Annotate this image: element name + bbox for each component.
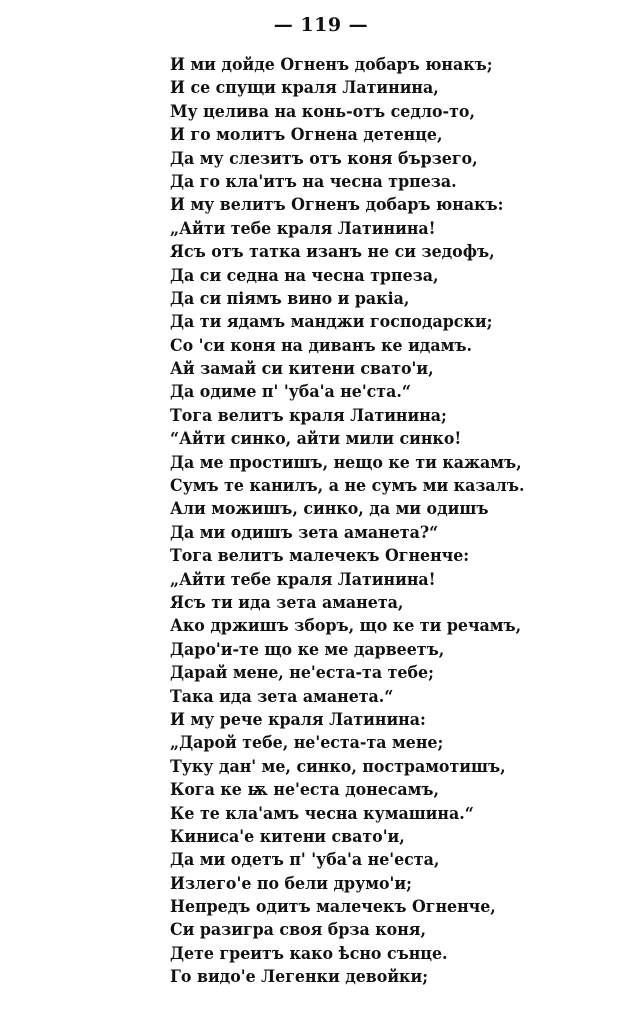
poem-line: Кога ке ѭ не'еста донесамъ, [170,780,440,801]
poem-line: Го видо'е Легенки девойки; [170,967,429,988]
poem-line: Дарай мене, не'еста-та тебе; [170,663,434,684]
poem-line: Да го кла'итъ на чесна трпеза. [170,171,457,192]
poem-line: Туку дан' ме, синко, пострамотишъ, [170,756,506,777]
poem-line: Ако држишъ зборъ, що ке ти речамъ, [170,616,522,637]
page-number-header: — 119 — [273,14,369,36]
poem-line: Непредъ одитъ малечекъ Огненче, [170,897,496,918]
poem-line: Ясъ отъ татка изанъ не си зедофъ, [170,242,495,263]
poem-line: Да ми одишъ зета аманета?“ [170,522,439,543]
poem-line: Си разигра своя брза коня, [170,920,426,941]
poem-line: Со 'си коня на диванъ ке идамъ. [170,335,472,356]
poem-line: Киниса'е китени свато'и, [170,826,405,847]
poem-line: Да ми одетъ п' 'уба'а не'еста, [170,850,440,871]
poem-line: Али можишъ, синко, да ми одишъ [170,499,489,520]
poem-line: И се спущи краля Латинина, [170,78,439,99]
poem-line: Му целива на конь-отъ седло-то, [170,101,475,122]
poem-line: „Айти тебе краля Латинина! [170,218,436,239]
poem-line: И му рече краля Латинина: [170,709,426,730]
poem-line: „Дарой тебе, не'еста-та мене; [170,733,444,754]
poem-line: Така ида зета аманета.“ [170,686,394,707]
poem-line: Ке те кла'амъ чесна кумашина.“ [170,803,474,824]
poem-line: Да ти ядамъ манджи господарски; [170,312,493,333]
poem-line: И го молитъ Огнена детенце, [170,125,443,146]
poem-line: Ай замай си китени свато'и, [170,359,434,380]
poem-line: „Айти тебе краля Латинина! [170,569,436,590]
poem-line: Сумъ те канилъ, а не сумъ ми казалъ. [170,476,525,497]
poem-line: Дете греитъ како ѣсно сънце. [170,943,448,964]
poem-line: Да си седна на чесна трпеза, [170,265,439,286]
poem-line: Даро'и-те що ке ме дарвеетъ, [170,639,445,660]
poem-text [170,54,630,990]
poem-line: Да ме простишъ, нещо ке ти кажамъ, [170,452,522,473]
poem-line: Да си піямъ вино и ракіа, [170,288,410,309]
poem-line: И ми дойде Огненъ добаръ юнакъ; [170,55,493,75]
poem-line: Тога велитъ краля Латинина; [170,405,447,426]
poem-line: Излего'е по бели друмо'и; [170,873,412,894]
poem-line: Да му слезитъ отъ коня бързего, [170,148,478,169]
poem-line: “Айти синко, айти мили синко! [170,429,462,450]
poem-line: Тога велитъ малечекъ Огненче: [170,546,470,567]
poem-line: Да одиме п' 'уба'а не'ста.“ [170,382,411,403]
poem-line: И му велитъ Огненъ добаръ юнакъ: [170,195,504,216]
poem-line: Ясъ ти ида зета аманета, [170,592,404,613]
